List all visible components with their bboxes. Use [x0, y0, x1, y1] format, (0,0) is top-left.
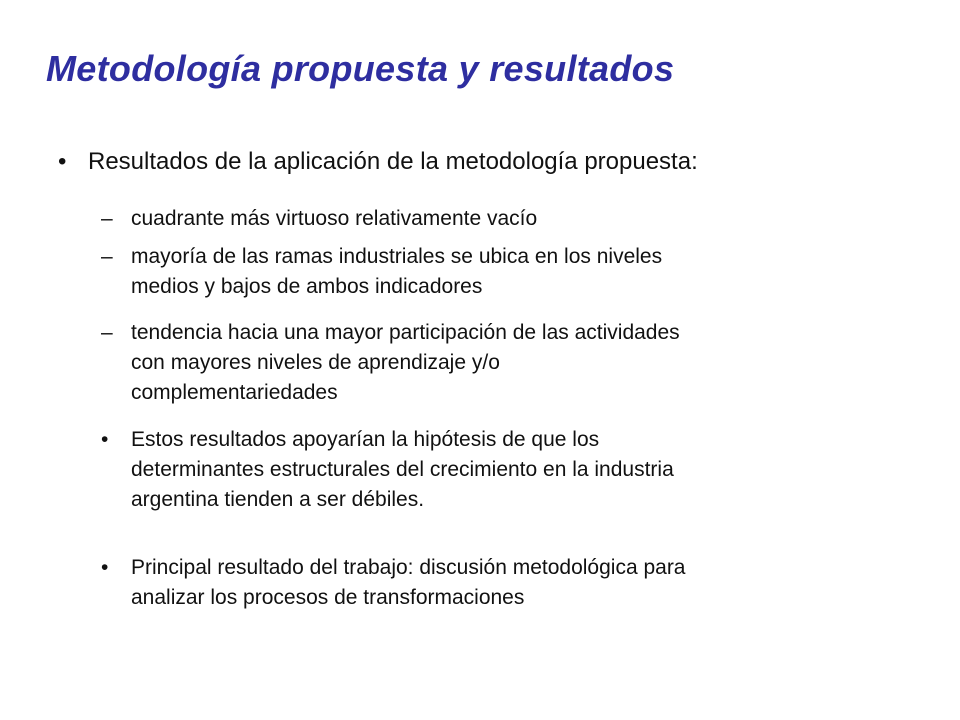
bullet-marker: •: [101, 428, 109, 451]
slide-title: Metodología propuesta y resultados: [46, 48, 675, 89]
text-line: analizar los procesos de transformaciones: [131, 586, 525, 609]
main-bullet-text: Resultados de la aplicación de la metodología propuesta:: [88, 148, 698, 175]
text-line: Principal resultado del trabajo: discusión metodológica para: [131, 556, 686, 579]
sub-item-text: [131, 318, 901, 408]
text-line: cuadrante más virtuoso relativamente vacío: [131, 207, 538, 230]
bullet-marker: •: [58, 148, 67, 175]
dash-marker: –: [101, 321, 113, 344]
text-line: medios y bajos de ambos indicadores: [131, 275, 483, 298]
text-line: complementariedades: [131, 381, 338, 404]
text-line: determinantes estructurales del crecimiento en la industria: [131, 458, 674, 481]
text-line: mayoría de las ramas industriales se ubica en los niveles: [131, 245, 663, 268]
sub-item-text: [131, 553, 901, 613]
dash-marker: –: [101, 207, 113, 230]
text-line: argentina tienden a ser débiles.: [131, 488, 425, 511]
text-line: con mayores niveles de aprendizaje y/o: [131, 351, 500, 374]
text-line: tendencia hacia una mayor participación de las actividades: [131, 321, 680, 344]
sub-item-text: [131, 242, 901, 302]
text-line: Estos resultados apoyarían la hipótesis de que los: [131, 428, 600, 451]
bullet-marker: •: [101, 556, 109, 579]
sub-item-text: [131, 204, 901, 234]
dash-marker: –: [101, 245, 113, 268]
sub-item-text: [131, 425, 901, 515]
